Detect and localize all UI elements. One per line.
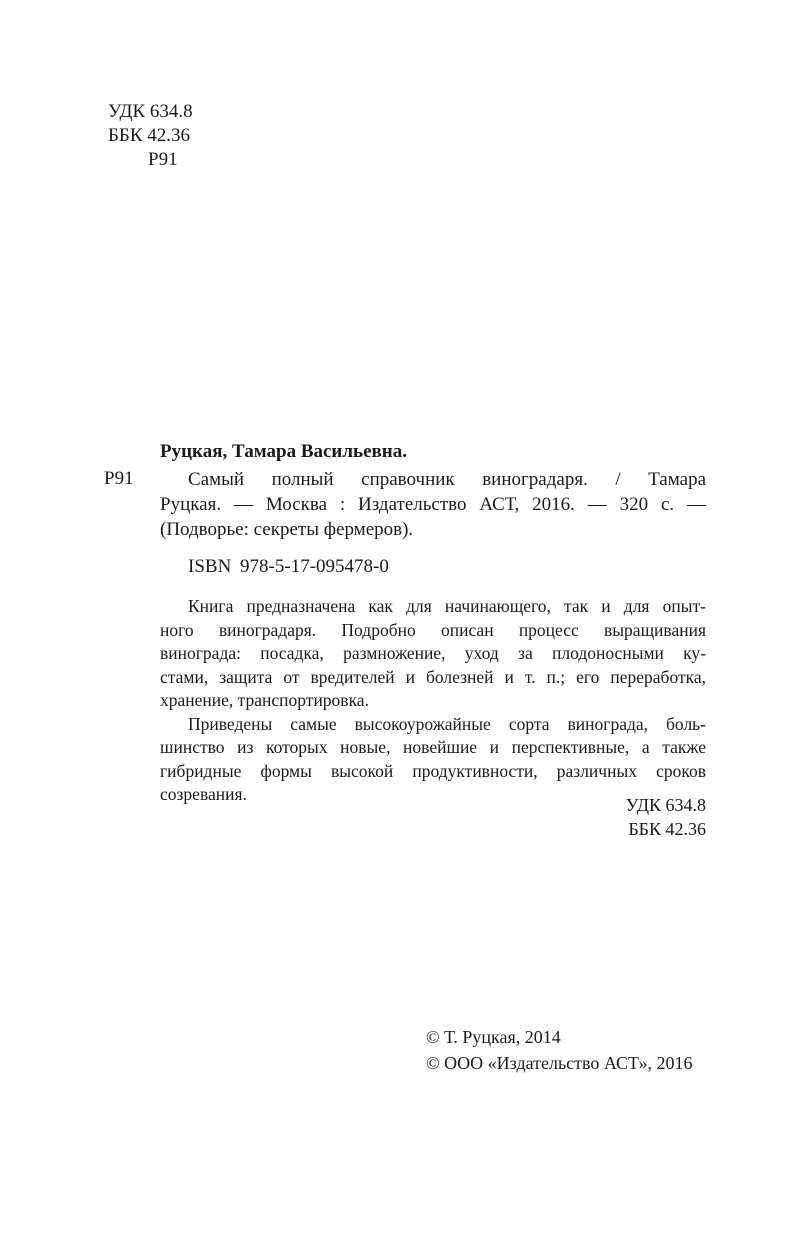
author-mark: Р91 bbox=[148, 149, 178, 170]
title-line: Руцкая. — Москва : Издательство АСТ, 2016. — 320 с. — bbox=[160, 494, 706, 515]
classification-codes-bottom bbox=[626, 793, 706, 841]
copyright-author: © Т. Руцкая, 2014 bbox=[426, 1027, 561, 1047]
annotation-line: шинство из которых новые, новейшие и перспективные, а также bbox=[160, 737, 706, 757]
author-mark-side: Р91 bbox=[104, 468, 134, 489]
annotation-line: хранение, транспортировка. bbox=[160, 690, 369, 710]
udk-code: УДК 634.8 bbox=[625, 795, 706, 815]
annotation-line: ного виноградаря. Подробно описан процесс выращивания bbox=[160, 619, 706, 640]
bbk-code: ББК 42.36 bbox=[108, 125, 190, 146]
annotation-line: стами, защита от вредителей и болезней и т. п.; его переработка, bbox=[160, 666, 706, 687]
bibliographic-description bbox=[160, 467, 706, 542]
annotation-line: винограда: посадка, размножение, уход за плодоносными ку- bbox=[160, 643, 706, 663]
title-line: Самый полный справочник виноградаря. / Тамара bbox=[188, 469, 706, 490]
isbn: ISBN 978-5-17-095478-0 bbox=[188, 556, 389, 577]
udk-code: УДК 634.8 bbox=[108, 101, 193, 122]
annotation-line: гибридные формы высокой продуктивности, различных сроков bbox=[160, 760, 706, 781]
author-heading: Руцкая, Тамара Васильевна. bbox=[160, 441, 407, 462]
annotation-line: созревания. bbox=[160, 784, 247, 804]
annotation bbox=[160, 595, 706, 807]
classification-codes-top bbox=[108, 100, 193, 172]
title-line: (Подворье: секреты фермеров). bbox=[160, 519, 414, 540]
copyright-block bbox=[426, 1024, 693, 1076]
annotation-line: Приведены самые высокоурожайные сорта винограда, боль- bbox=[188, 713, 706, 734]
annotation-line: Книга предназначена как для начинающего, так и для опыт- bbox=[188, 596, 706, 616]
copyright-publisher: © ООО «Издательство АСТ», 2016 bbox=[426, 1053, 693, 1073]
bbk-code: ББК 42.36 bbox=[628, 819, 706, 839]
